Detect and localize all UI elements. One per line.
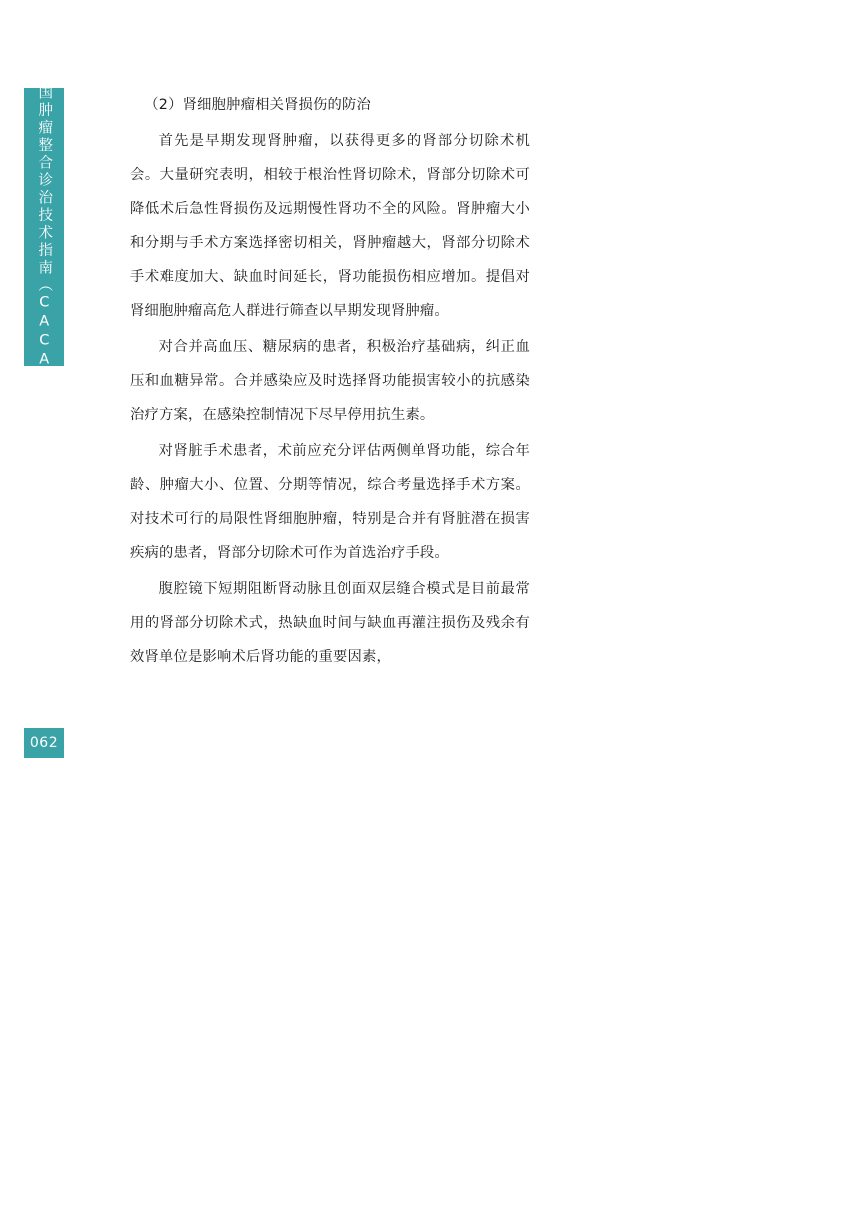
section-heading: （2）肾细胞肿瘤相关肾损伤的防治 — [144, 97, 372, 113]
series-title-text: 中国肿瘤整合诊治技术指南（CACA） — [36, 66, 53, 388]
body-paragraph: 对肾脏手术患者，术前应充分评估两侧单肾功能，综合年龄、肿瘤大小、位置、分期等情况，综合考量选择手术方案。对技术可行的局限性肾细胞肿瘤，特别是合并有肾脏潜在损害疾病的患者，肾部分切除术可作为首选治疗手段。 — [130, 443, 530, 561]
body-paragraph: 对合并高血压、糖尿病的患者，积极治疗基础病，纠正血压和血糖异常。合并感染应及时选择肾功能损害较小的抗感染治疗方案，在感染控制情况下尽早停用抗生素。 — [130, 339, 530, 423]
body-text-column — [130, 88, 530, 676]
body-paragraph: 首先是早期发现肾肿瘤，以获得更多的肾部分切除术机会。大量研究表明，相较于根治性肾切除术，肾部分切除术可降低术后急性肾损伤及远期慢性肾功不全的风险。肾肿瘤大小和分期与手术方案选择密切相关，肾肿瘤越大，肾部分切除术手术难度加大、缺血时间延长，肾功能损伤相应增加。提倡对肾细胞肿瘤高危人群进行筛查以早期发现肾肿瘤。 — [130, 133, 530, 319]
series-title-tab — [24, 66, 64, 388]
page-number-badge — [24, 728, 64, 758]
body-paragraph: 腹腔镜下短期阻断肾动脉且创面双层缝合模式是目前最常用的肾部分切除术式，热缺血时间与缺血再灌注损伤及残余有效肾单位是影响术后肾功能的重要因素， — [130, 581, 530, 665]
page-number-text: 062 — [29, 735, 59, 751]
